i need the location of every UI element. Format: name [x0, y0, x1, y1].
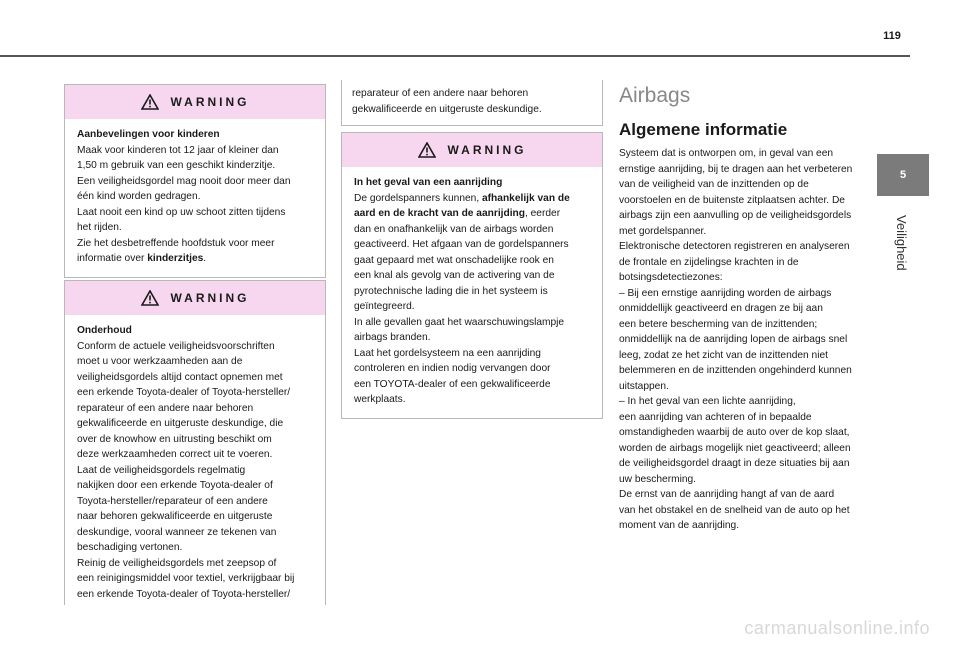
warning-box-children [64, 84, 326, 278]
text-line: Laat nooit een kind op uw schoot zitten tijdens [77, 206, 286, 218]
text-line: deskundige, vooral wanneer ze tekenen van [77, 526, 277, 538]
text-line: een erkende Toyota-dealer of Toyota-hersteller/ [77, 588, 291, 600]
text-span-bold: aard en de kracht van de aanrijding [354, 208, 525, 219]
text-line: onmiddellijk na de aanrijding lopen de airbags snel [619, 334, 848, 345]
airbags-section [619, 84, 881, 534]
text-line: 1,50 m gebruik van een geschikt kinderzitje. [77, 160, 276, 171]
text-line: veiligheidsgordels altijd contact opnemen met [77, 371, 283, 383]
warning-body [65, 119, 325, 277]
text-span: , eerder [524, 208, 561, 219]
page-number: 119 [883, 30, 901, 42]
text-span: informatie over [77, 253, 148, 264]
chapter-title: Veiligheid [894, 215, 909, 271]
text-line: van de veiligheid van de inzittenden op de [619, 179, 809, 190]
text-line: botsingsdetectiezones: [619, 272, 723, 283]
text-line: voorstoelen en de buitenste zitplaatsen achter. De [619, 194, 845, 206]
warning-heading: Aanbevelingen voor kinderen [77, 129, 220, 140]
warning-body [342, 167, 602, 418]
text-line: werkplaats. [354, 394, 406, 405]
text-line: geïntegreerd. [354, 301, 415, 312]
text-line: Laat de veiligheidsgordels regelmatig [77, 464, 246, 476]
warning-triangle-icon [418, 142, 436, 158]
warning-heading: In het geval van een aanrijding [354, 177, 503, 188]
text-line: moment van de aanrijding. [619, 520, 740, 531]
warning-text [77, 143, 315, 252]
warning-text [354, 222, 592, 408]
text-line: Systeem dat is ontworpen om, in geval van een [619, 148, 834, 159]
warning-header [342, 133, 602, 167]
text-line: gekwalificeerde en uitgeruste deskundige, die [77, 418, 284, 429]
text-line: Reinig de veiligheidsgordels met zeepsop of [77, 557, 277, 569]
text-line: gekwalificeerde en uitgeruste deskundige. [352, 103, 542, 115]
warning-title: WARNING [170, 95, 250, 109]
text-line: het rijden. [77, 222, 122, 233]
text-line: airbags zijn een aanvulling op de veiligheidsgordels [619, 210, 852, 221]
warning-box-maintenance [64, 280, 326, 605]
text-line: een reinigingsmiddel voor textiel, verkrijgbaar bij [77, 573, 295, 584]
warning-line [354, 206, 592, 222]
warning-text [77, 339, 315, 603]
text-line: omstandigheden waarbij de auto over de kop slaat, [619, 427, 850, 438]
link-kinderzitjes: kinderzitjes [147, 253, 204, 264]
text-line: Laat het gordelsysteem na een aanrijding [354, 347, 541, 359]
continuation-text [352, 86, 592, 117]
text-line: uw bescherming. [619, 473, 697, 485]
text-line: – In het geval van een lichte aanrijding, [619, 396, 796, 407]
text-line: worden de airbags mogelijk niet geactiveerd; alleen [619, 442, 851, 454]
warning-triangle-icon [141, 94, 159, 110]
text-span-bold: afhankelijk van de [482, 192, 570, 204]
text-line: een knal als gevolg van de activering van de [354, 270, 555, 281]
text-line: Zie het desbetreffende hoofdstuk voor meer [77, 237, 275, 249]
text-line: gaat gepaard met wat onschadelijke rook en [354, 254, 554, 266]
text-span: De gordelspanners kunnen, [354, 192, 482, 204]
warning-box-collision [341, 132, 603, 419]
text-line: moet u voor werkzaamheden aan de [77, 356, 243, 367]
text-line: naar behoren gekwalificeerde en uitgeruste [77, 511, 273, 522]
text-line: de frontale en zijdelingse krachten in de [619, 256, 799, 268]
text-span: . [203, 253, 207, 264]
warning-body [65, 315, 325, 612]
text-line: – Bij een ernstige aanrijding worden de airbags [619, 287, 832, 299]
continued-warning-text [341, 80, 603, 126]
text-line: In alle gevallen gaat het waarschuwingslampje [354, 316, 565, 328]
watermark: carmanualsonline.info [744, 618, 930, 638]
text-line: deze werkzaamheden correct uit te voeren. [77, 449, 273, 460]
text-line: Maak voor kinderen tot 12 jaar of kleiner dan [77, 144, 279, 156]
text-line: van het obstakel en de snelheid van de auto op het [619, 504, 850, 516]
warning-header [65, 85, 325, 119]
warning-heading: Onderhoud [77, 325, 132, 336]
warning-triangle-icon [141, 290, 159, 306]
text-line: reparateur of een andere naar behoren [77, 402, 254, 414]
text-line: beschadiging vertonen. [77, 542, 183, 553]
text-line: airbags branden. [354, 332, 431, 343]
text-line: ernstige aanrijding, bij te dragen aan het verbeteren [619, 163, 853, 175]
warning-title: WARNING [170, 291, 250, 305]
text-line: de veiligheidsgordel draagt in deze situaties bij aan [619, 458, 850, 469]
text-line: belemmeren en de inzittenden ongehinderd kunnen [619, 365, 852, 376]
text-line: Een veiligheidsgordel mag nooit door meer dan [77, 175, 291, 187]
text-line: over de knowhow en uitrusting beschikt om [77, 433, 272, 445]
text-line: controleren en indien nodig vervangen door [354, 363, 551, 374]
warning-line [354, 191, 592, 207]
text-line: reparateur of een andere naar behoren [352, 88, 529, 99]
text-line: Toyota-hersteller/reparateur of een andere [77, 495, 268, 507]
text-line: Conform de actuele veiligheidsvoorschriften [77, 340, 275, 352]
text-line: dan en onafhankelijk van de airbags worden [354, 223, 554, 235]
subsection-title: Algemene informatie [619, 120, 788, 139]
text-line: geactiveerd. Het afgaan van de gordelspanners [354, 239, 569, 250]
header-rule [0, 55, 910, 57]
warning-title: WARNING [447, 143, 527, 157]
section-title: Airbags [619, 84, 691, 107]
text-line: pyrotechnische lading die in het systeem is [354, 285, 548, 297]
text-line: nakijken door een erkende Toyota-dealer of [77, 480, 273, 491]
text-line: een erkende Toyota-dealer of Toyota-hersteller/ [77, 387, 291, 398]
warning-header [65, 281, 325, 315]
text-line: met gordelspanner. [619, 225, 707, 237]
text-line: onmiddellijk geactiveerd en dragen ze bij aan [619, 303, 823, 314]
text-line: leeg, zodat ze het zicht van de inzittenden niet [619, 349, 828, 361]
text-line: één kind worden gedragen. [77, 191, 201, 202]
text-line: een betere bescherming van de inzittenden; [619, 318, 818, 330]
text-line: De ernst van de aanrijding hangt af van de aard [619, 489, 835, 500]
warning-last-line [77, 251, 315, 267]
text-line: een TOYOTA-dealer of een gekwalificeerde [354, 378, 551, 390]
chapter-tab: 5 [877, 154, 929, 196]
text-line: een aanrijding van achteren of in bepaalde [619, 411, 812, 423]
text-line: uitstappen. [619, 380, 669, 392]
text-line: Elektronische detectoren registreren en analyseren [619, 241, 850, 252]
section-body [619, 146, 881, 534]
